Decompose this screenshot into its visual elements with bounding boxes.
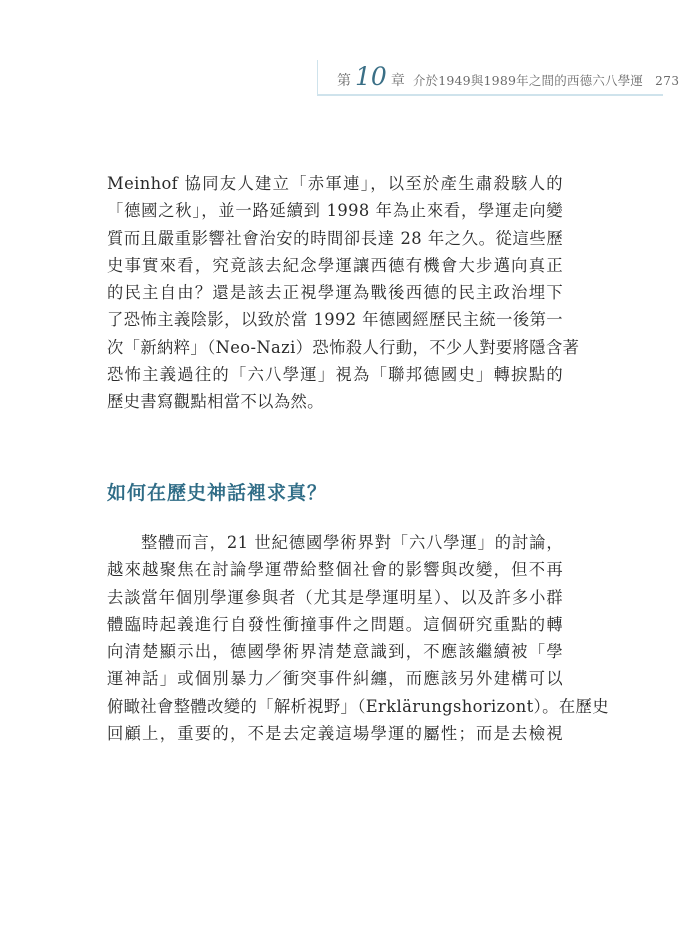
text-line: 質而且嚴重影響社會治安的時間卻長達 28 年之久。從這些歷: [107, 228, 563, 248]
text-line: 運神話」或個別暴力／衝突事件糾纏，而應該另外建構可以: [107, 669, 563, 689]
chapter-suffix: 章: [390, 73, 405, 89]
text-line: 越來越聚焦在討論學運帶給整個社會的影響與改變，但不再: [107, 560, 563, 580]
body-paragraph-1: [107, 170, 580, 416]
text-line: 歷史書寫觀點相當不以為然。: [107, 392, 324, 412]
text-line: Meinhof 協同友人建立「赤軍連」，以至於產生肅殺駭人的: [107, 174, 563, 193]
page-number: 273: [655, 74, 680, 88]
header-divider: [317, 60, 318, 96]
chapter-number: 10: [355, 62, 387, 91]
text-line: 的民主自由？還是該去正視學運為戰後西德的民主政治埋下: [107, 283, 563, 303]
chapter-title: 介於1949與1989年之間的西德六八學運: [412, 73, 644, 88]
text-line: 整體而言，21 世紀德國學術界對「六八學運」的討論，: [141, 533, 563, 552]
header-content: [337, 64, 680, 90]
section-heading: 如何在歷史神話裡求真？: [107, 482, 328, 504]
text-line: 史事實來看，究竟該去紀念學運讓西德有機會大步邁向真正: [107, 255, 563, 275]
text-line: 了恐怖主義陰影，以致於當 1992 年德國經歷民主統一後第一: [107, 310, 563, 330]
text-line: 向清楚顯示出，德國學術界清楚意識到，不應該繼續被「學: [107, 642, 563, 662]
text-line: 回顧上，重要的，不是去定義這場學運的屬性；而是去檢視: [107, 724, 563, 744]
text-line: 俯瞰社會整體改變的「解析視野」（Erklärungshorizont）。在歷史: [107, 696, 609, 716]
text-line: 恐怖主義過往的「六八學運」視為「聯邦德國史」轉捩點的: [107, 365, 563, 385]
text-line: 體臨時起義進行自發性衝撞事件之問題。這個研究重點的轉: [107, 614, 563, 634]
text-line: 去談當年個別學運參與者（尤其是學運明星）、以及許多小群: [107, 587, 563, 607]
text-line: 次「新納粹」（Neo-Nazi）恐怖殺人行動，不少人對要將隱含著: [107, 337, 580, 357]
text-line: 「德國之秋」，並一路延續到 1998 年為止來看，學運走向變: [107, 201, 563, 221]
chapter-prefix: 第: [337, 73, 351, 89]
running-header: [317, 60, 680, 96]
body-paragraph-2: [107, 529, 609, 747]
